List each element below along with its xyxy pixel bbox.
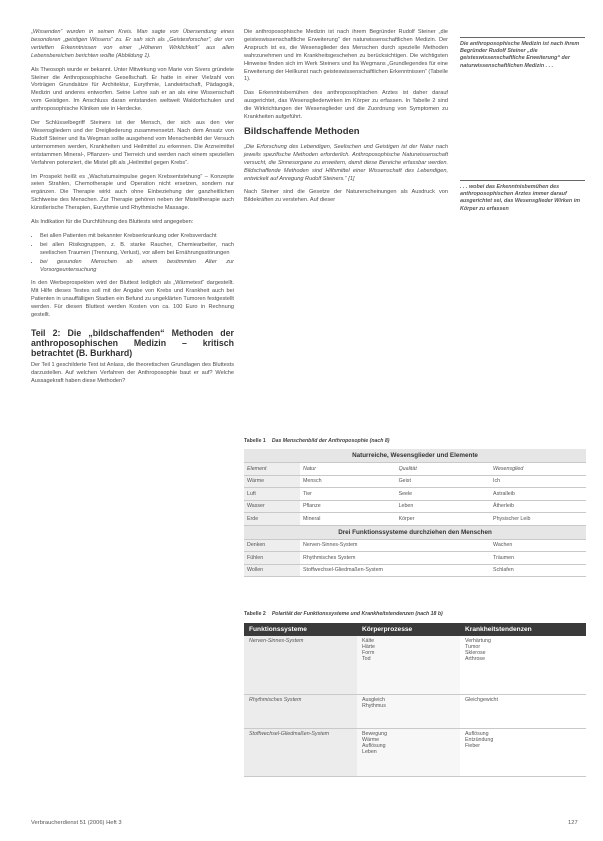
table-cell: Rhythmisches System (244, 694, 357, 728)
right-column (244, 29, 448, 211)
divider (460, 37, 585, 38)
sidebar-note-text: . . . wobei das Erkenntnisbemühen des anthroposophischen Arztes immer darauf ausgerichtet sei, das Wesensglieder Wirken im Körper zu erfassen (460, 184, 580, 212)
sidebar-note-2 (460, 180, 585, 213)
table-cell: Physischer Leib (490, 513, 586, 526)
table-cell: Geist (396, 475, 490, 488)
table-cell: Verhärtung Tumor Sklerose Arthrose (460, 636, 586, 694)
section-heading-part-2: Teil 2: Die „bildschaffenden“ Methoden der anthroposophischen Medizin – kritisch betrachtet (B. Burkhard) (31, 328, 234, 358)
table-cell: Natur (300, 463, 396, 476)
left-paragraph-1: „Wissenden“ wurden in seinen Kreis. Man sagte von Übersendung eines besonderen „geistigen Wissens“ zu. Er sah sich als „Geistesforscher“, der von vertieften Erkenntnissen von einer „Höheren Wirklichkeit“ aus allen Lebensbereichen berichten wollte (Abbildung 1). (31, 29, 234, 59)
table-row (244, 694, 586, 728)
table-cell: Auflösung Entzündung Fieber (460, 728, 586, 776)
table-cell: Wesensglied (490, 463, 586, 476)
table-row (244, 552, 586, 565)
left-paragraph-7: Der Teil 1 geschilderte Test ist Anlass, die theoretischen Grundlagen des Bluttests darzustellen. Auf welchen Verfahren der Anthroposophie baut er auf? Welche Aussagekraft haben diese Methoden? (31, 362, 234, 384)
table-title: Polarität der Funktionssysteme und Krankheitstendenzen (nach 18 b) (271, 611, 443, 617)
sidebar-note-text: Die anthroposophische Medizin ist nach ihrem Begründer Rudolf Steiner „die geisteswissenschaftliche Erweiterung“ der naturwissenschaftlichen Medizin . . . (460, 41, 580, 69)
table-cell: Ausgleich Rhythmus (357, 694, 460, 728)
table-label: Tabelle 1 (244, 438, 266, 444)
right-paragraph-1: Die anthroposophische Medizin ist nach ihrem Begründer Rudolf Steiner „die geisteswissenschaftliche Erweiterung“ der naturwissenschaftlichen Medizin. Der Anspruch ist es, die Wesensglieder des Menschen durch spezielle Methoden wahrzunehmen und im Krankheitsgeschehen zu berücksichtigen. Die wichtigsten Hinweise finden sich im Werk Steiners und Ita Wegmans „Grundlegendes für eine Erweiterung der Heilkunst nach geisteswissenschaftlichen Erkenntnissen“ (Tabelle 1). (244, 29, 448, 83)
table-cell: Nerven-Sinnes-System (244, 636, 357, 694)
table-cell: Erde (244, 513, 300, 526)
table-cell: Wollen (244, 564, 300, 577)
table-cell: Denken (244, 539, 300, 552)
table-cell: Ätherleib (490, 500, 586, 513)
table-band (244, 449, 586, 463)
footer-journal: Verbraucherdienst 51 (2006) Heft 3 (31, 820, 122, 826)
table-cell: Stoffwechsel-Gliedmaßen-System (244, 728, 357, 776)
right-paragraph-2: Das Erkenntnisbemühen des anthroposophischen Arztes ist daher darauf ausgerichtet, das Wesensgliederwirken im Körper zu erfassen. In Tabelle 2 sind die Wirkrichtungen der Wesensglieder und die Zuordnung von Symptomen zu Krankheiten aufgeführt. (244, 90, 448, 121)
table-cell: Schlafen (490, 564, 586, 577)
table-row (244, 636, 586, 694)
table-row (244, 475, 586, 488)
left-paragraph-4: Im Prospekt heißt es „Wachstumsimpulse gegen Krebsentstehung“ – Konzepte seien Strahlen, Chemotherapie und Operation nicht ersetzen, sondern nur ergänzen. Die Therapie wirkt auch ohne Einbeziehung der ganzheitlichen Sichtweise des Menschen. Zur Therapie gehören neben der Misteltherapie auch künstlerische Therapien, Eurythmie und Rhythmische Massage. (31, 173, 234, 212)
left-paragraph-5: Als Indikation für die Durchführung des Bluttests wird angegeben: (31, 219, 194, 226)
table-cell: Element (244, 463, 300, 476)
left-paragraph-2: Als Theosoph wurde er bekannt. Unter Mitwirkung von Marie von Sivers gründete Steiner die Anthroposophische Gesellschaft. Er hatte in einer Vielzahl von Vorträgen Grundsätze für Architektur, Eurythmie, Landwirtschaft, Pädagogik, Medizin und anderes entworfen. Seine Lehre sah er an als eine Wissenschaft vom Geistigen. Im Anschluss daran entstanden weltweit Waldorfschulen und anthroposophische Kliniken wie in Herdecke. (31, 66, 234, 113)
table-cell: Gleichgewicht (460, 694, 586, 728)
table-cell: Ich (490, 475, 586, 488)
column-header: Krankheitstendenzen (460, 623, 586, 636)
quote-paragraph: „Die Erforschung des Lebendigen, Seelischen und Geistigen ist der Natur nach jeweils spezifische Methoden erforderlich. Anthroposophische Naturwissenschaft versucht, die Sinnesorgane zu erweitern, damit diese Bereiche erfassbar werden. Bildschaffende Methoden sind Hilfsmittel einer Wissenschaft des Lebendigen, entwickelt auf Anregung Rudolf Steiners.“ [1] (244, 143, 448, 182)
divider (460, 180, 585, 181)
table-cell: Qualität (396, 463, 490, 476)
sidebar-note-1 (460, 37, 585, 70)
table-row (244, 513, 586, 526)
list-item: • bei gesunden Menschen ab einem bestimmten Alter zur Vorsorgeuntersuchung (40, 259, 234, 275)
indication-list (31, 233, 234, 275)
table-row (244, 500, 586, 513)
table-row (244, 463, 586, 476)
table-row (244, 488, 586, 501)
table-cell: Astralleib (490, 488, 586, 501)
page-number: 127 (568, 820, 578, 826)
table-1-caption (244, 438, 584, 444)
table-1 (244, 449, 586, 577)
column-header: Körperprozesse (357, 623, 460, 636)
table-cell: Wachen (490, 539, 586, 552)
table-cell: Körper (396, 513, 490, 526)
table-cell: Kälte Härte Form Tod (357, 636, 460, 694)
table-row (244, 564, 586, 577)
left-paragraph-3: Der Schlüsselbegriff Steiners ist der Mensch, der sich aus den vier Wesensgliedern und der Dreigliederung zusammensetzt. Nach dem Ansatz von Rudolf Steiner und Ita Wegman sollte ausgehend vom Menschenbild der Versuch unternommen werden, Krankheiten und Heilmittel zu erkennen. Die Arzneimittel entstammen Mineral-, Pflanzen- und Tierreich und werden nach einem speziellen Verfahren potenziert, die Mistel gilt als „Heilmittel gegen Krebs“. (31, 120, 234, 166)
table-title: Das Menschenbild der Anthroposophie (nach 8) (271, 438, 390, 444)
table-cell: Wärme (244, 475, 300, 488)
table-band (244, 525, 586, 539)
table-cell: Tier (300, 488, 396, 501)
table-label: Tabelle 2 (244, 611, 266, 617)
table-cell: Rhythmisches System (300, 552, 490, 565)
column-header: Funktionssysteme (244, 623, 357, 636)
right-paragraph-3: Nach Steiner sind die Gesetze der Naturerscheinungen als Ausdruck von Bildekräften zu verstehen. Auf dieser (244, 189, 448, 204)
list-item: • Bei allen Patienten mit bekannter Krebserkrankung oder Krebsverdacht (40, 233, 234, 241)
table-row (244, 728, 586, 776)
table-band-label: Naturreiche, Wesensglieder und Elemente (244, 449, 586, 463)
table-cell: Fühlen (244, 552, 300, 565)
table-cell: Bewegung Wärme Auflösung Leben (357, 728, 460, 776)
table-2 (244, 623, 586, 777)
table-cell: Träumen (490, 552, 586, 565)
table-cell: Seele (396, 488, 490, 501)
table-cell: Luft (244, 488, 300, 501)
left-paragraph-6: In den Werbeprospekten wird der Bluttest lediglich als „Wärmetest“ dargestellt. Mit Hilfe dieses Testes soll mit der Angabe von Krebs und Krankheit auch bei Patienten in unauffälligen Stadien ein Befund zu ungeklärten Tumoren festgestellt werden. Für diesen Bluttest werden Kosten von ca. 100 Euro in Rechnung gestellt. (31, 280, 234, 319)
list-item: • bei allen Risikogruppen, z. B. starke Raucher, Chemiearbeiter, nach seelischen Traumen (Trennung, Verlust), vor allem bei Ernährungsstörungen (40, 242, 234, 258)
table-cell: Mensch (300, 475, 396, 488)
table-header-row (244, 623, 586, 636)
table-row (244, 539, 586, 552)
table-cell: Pflanze (300, 500, 396, 513)
section-heading-bildschaffende: Bildschaffende Methoden (244, 125, 360, 137)
left-column (31, 29, 234, 392)
table-cell: Leben (396, 500, 490, 513)
table-band-label: Drei Funktionssysteme durchziehen den Menschen (244, 525, 586, 539)
table-cell: Nerven-Sinnes-System (300, 539, 490, 552)
table-2-caption (244, 611, 589, 617)
table-cell: Mineral (300, 513, 396, 526)
table-cell: Wasser (244, 500, 300, 513)
table-cell: Stoffwechsel-Gliedmaßen-System (300, 564, 490, 577)
